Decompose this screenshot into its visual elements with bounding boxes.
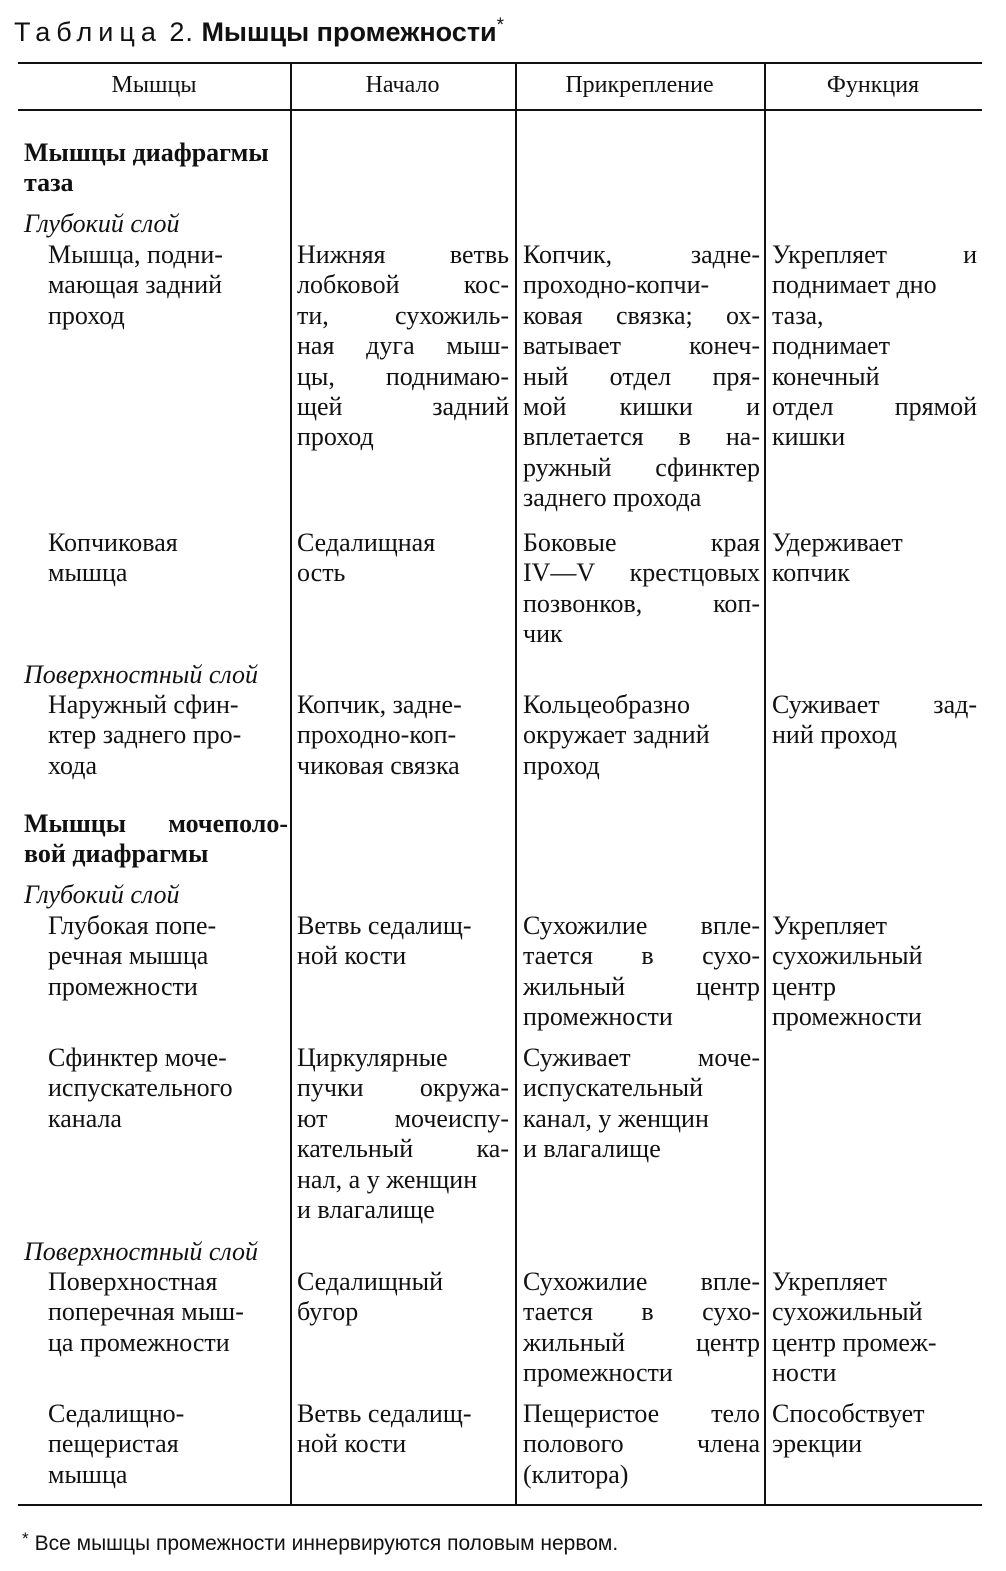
footnote-text: Все мышцы промежности иннервируются половым нервом. — [34, 1532, 619, 1555]
muscle-name: Сфинктер моче- испускательного канала — [48, 1043, 233, 1133]
table-bottom-rule — [18, 1504, 982, 1506]
footnote-marker: * — [22, 1529, 29, 1548]
header-origin: Начало — [365, 72, 440, 98]
layer-label-superficial: Поверхностный слой — [24, 1237, 259, 1266]
section-title: Мышцы диафрагмы таза — [24, 138, 269, 198]
muscle-name: Седалищно- пещеристая мышца — [48, 1399, 185, 1489]
layer-label-superficial: Поверхностный слой — [24, 660, 259, 689]
insertion-cell: Сухожилие впле- тается в сухо- жильный центр промежности — [523, 911, 760, 1032]
header-muscles: Мышцы — [111, 72, 197, 98]
caption-footnote-marker: * — [496, 15, 505, 36]
header-bottom-rule — [18, 109, 982, 111]
function-cell: Удерживает копчик — [772, 528, 903, 588]
table-caption — [14, 14, 504, 50]
origin-cell: Ветвь седалищ- ной кости — [297, 911, 472, 971]
insertion-cell: Пещеристое тело полового члена (клитора) — [523, 1399, 760, 1489]
function-cell: Укрепляет сухожильный центр промежности — [772, 911, 923, 1032]
insertion-cell: Копчик, задне- проходно-копчи- ковая связка; ох- ватывает конеч- ный отдел пря- мой кишки и вплетается в на- ружный сфинктер заднего прохода — [523, 240, 760, 513]
muscle-name: Мышца, подни- мающая задний проход — [48, 240, 223, 330]
footnote — [22, 1527, 618, 1561]
origin-cell: Седалищный бугор — [297, 1267, 444, 1327]
column-divider-3 — [764, 62, 766, 1506]
section-title: Мышцы мочеполо- вой диафрагмы — [24, 809, 288, 869]
column-divider-1 — [290, 62, 292, 1506]
function-cell: Суживает зад- ний проход — [772, 690, 977, 750]
origin-cell: Копчик, задне- проходно-коп- чиковая связка — [297, 690, 462, 780]
caption-number: 2. — [169, 17, 194, 47]
muscle-name: Глубокая попе- речная мышца промежности — [48, 911, 217, 1001]
column-divider-2 — [515, 62, 517, 1506]
caption-title: Мышцы промежности — [201, 17, 497, 47]
origin-cell: Нижняя ветвь лобковой кос- ти, сухожиль- ная дуга мыш- цы, поднимаю- щей задний проход — [297, 240, 509, 452]
layer-label-deep: Глубокий слой — [24, 880, 180, 909]
insertion-cell: Боковые края IV—V крестцовых позвонков, коп- чик — [523, 528, 760, 649]
muscle-name: Поверхностная поперечная мыш- ца промежности — [48, 1267, 244, 1357]
function-cell: Способствует эрекции — [772, 1399, 925, 1459]
origin-cell: Циркулярные пучки окружа- ют мочеиспу- кательный ка- нал, а у женщин и влагалище — [297, 1043, 509, 1225]
insertion-cell: Суживает моче- испускательный канал, у женщин и влагалище — [523, 1043, 760, 1164]
header-function: Функция — [826, 72, 920, 98]
function-cell: Укрепляет и поднимает дно таза, поднимает конечный отдел прямой кишки — [772, 240, 977, 452]
muscle-name: Копчиковая мышца — [48, 528, 178, 588]
caption-label: Таблица — [14, 17, 162, 47]
function-cell: Укрепляет сухожильный центр промеж- ности — [772, 1267, 937, 1388]
layer-label-deep: Глубокий слой — [24, 209, 180, 238]
insertion-cell: Кольцеобразно окружает задний проход — [523, 690, 710, 780]
header-insertion: Прикрепление — [565, 72, 714, 98]
muscle-name: Наружный сфин- ктер заднего про- хода — [48, 690, 242, 780]
origin-cell: Ветвь седалищ- ной кости — [297, 1399, 472, 1459]
insertion-cell: Сухожилие впле- тается в сухо- жильный центр промежности — [523, 1267, 760, 1388]
table-top-rule — [18, 62, 982, 64]
origin-cell: Седалищная ость — [297, 528, 436, 588]
muscles-table — [18, 62, 982, 1506]
